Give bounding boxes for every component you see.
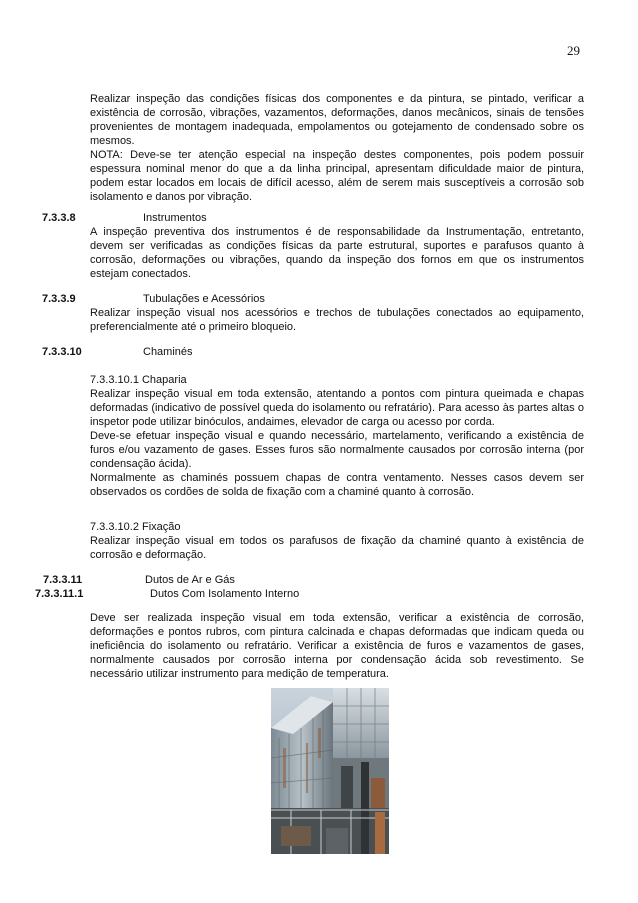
section-number-73310: 7.3.3.10	[42, 346, 82, 358]
subsection-fixacao	[90, 520, 584, 562]
industrial-duct-photo	[271, 688, 389, 854]
section-number-733111: 7.3.3.11.1	[35, 588, 84, 600]
section-7339-body	[90, 306, 584, 334]
intro-block	[90, 92, 584, 204]
chaparia-paragraph-1: Realizar inspeção visual em toda extensão, atentando a pontos com pintura queimada e chapas deformadas (indicativo de possível queda do isolamento ou refratário). Para acesso às partes altas o inspetor pode utilizar binóculos, andaimes, elevador de carga ou acesso por corda.	[90, 388, 584, 428]
chaparia-paragraph-2: Deve-se efetuar inspeção visual e quando necessário, martelamento, verificando a existência de furos e/ou vazamento de gases. Esses furos são normalmente causados por corrosão interna (por condensação ácida).	[90, 430, 584, 470]
subsection-heading-chaparia: 7.3.3.10.1 Chaparia	[90, 374, 187, 386]
section-73311-text: Deve ser realizada inspeção visual em toda extensão, verificar a existência de corrosão, deformações e pontos rubros, com pintura calcinada e chapas deformadas que indicam queda ou ineficiência do isolamento ou refratário. Verificar a existência de furos e vazamentos de gases, normalmente causados por corrosão interna por condensação ácida sob revestimento. Se necessário utilizar instrumento para medição de temperatura.	[90, 612, 584, 680]
chaparia-paragraph-3: Normalmente as chaminés possuem chapas de contra ventamento. Nesses casos devem ser observados os cordões de solda de fixação com a chaminé quanto à corrosão.	[90, 472, 584, 498]
section-title-chamines: Chaminés	[143, 346, 193, 358]
section-7338-body	[90, 225, 584, 281]
section-title-tubulacoes: Tubulações e Acessórios	[143, 293, 265, 305]
subsection-heading-fixacao: 7.3.3.10.2 Fixação	[90, 521, 181, 533]
section-7339-text: Realizar inspeção visual nos acessórios e trechos de tubulações conectados ao equipamento, preferencialmente até o primeiro bloqueio.	[90, 307, 584, 333]
fixacao-paragraph: Realizar inspeção visual em todos os parafusos de fixação da chaminé quanto à existência de corrosão e deformação.	[90, 535, 584, 561]
section-title-dutos: Dutos de Ar e Gás	[145, 574, 235, 586]
section-73311-body	[90, 611, 584, 681]
subsection-chaparia	[90, 373, 584, 499]
section-number-73311: 7.3.3.11	[43, 574, 83, 586]
page-number: 29	[567, 43, 580, 58]
section-7338-text: A inspeção preventiva dos instrumentos é de responsabilidade da Instrumentação, entretanto, devem ser verificadas as condições físicas da parte estrutural, suportes e parafusos quanto à corrosão, deformações ou vibrações, quando da inspeção dos fornos em que os instrumentos estejam conectados.	[90, 226, 584, 280]
section-number-7339: 7.3.3.9	[42, 293, 76, 305]
section-number-7338: 7.3.3.8	[42, 212, 76, 224]
section-title-dutos-isolamento: Dutos Com Isolamento Interno	[150, 588, 300, 600]
section-title-instrumentos: Instrumentos	[143, 212, 207, 224]
note-paragraph: NOTA: Deve-se ter atenção especial na inspeção destes componentes, pois podem possuir espessura nominal menor do que a da linha principal, apresentam dificuldade maior de pintura, podem estar locados em locais de difícil acesso, além de serem mais susceptíveis a corrosão sob isolamento e danos por vibração.	[90, 149, 584, 203]
intro-paragraph: Realizar inspeção das condições físicas dos componentes e da pintura, se pintado, verificar a existência de corrosão, vibrações, vazamentos, deformações, danos mecânicos, sinais de tensões provenientes de montagem inadequada, empolamentos ou gotejamento de condensado sobre os mesmos.	[90, 93, 584, 147]
